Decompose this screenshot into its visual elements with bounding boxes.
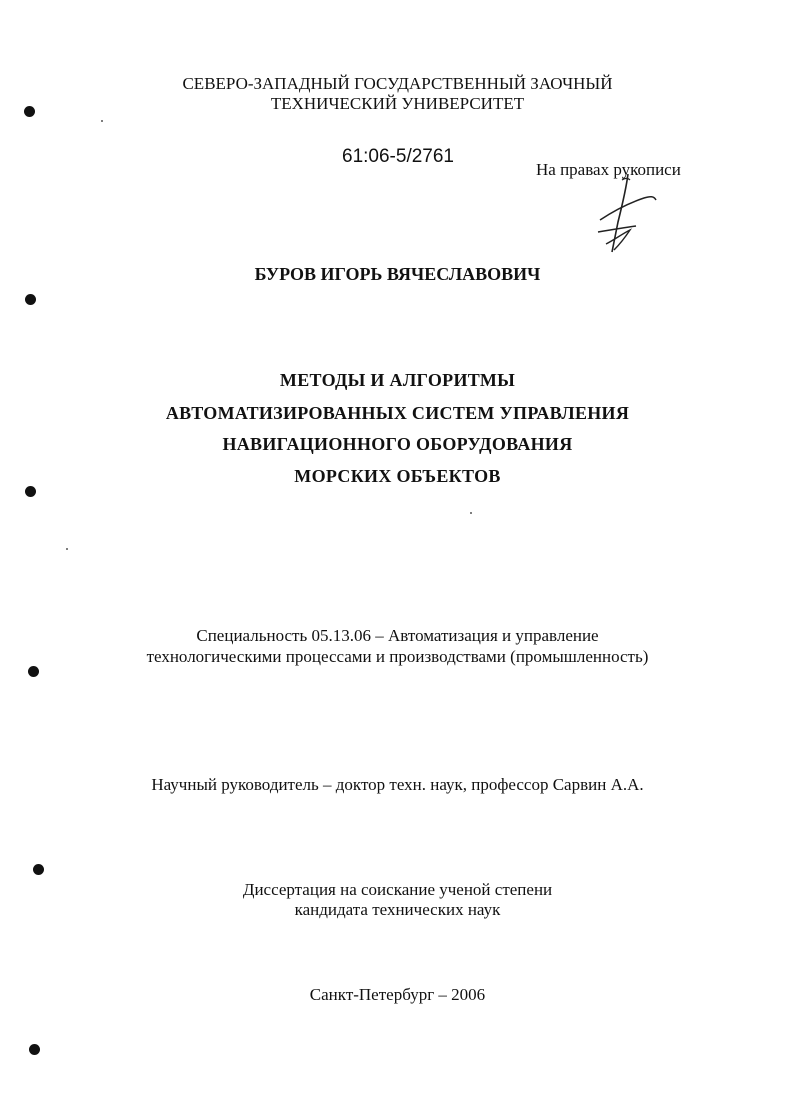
supervisor: Научный руководитель – доктор техн. наук, профессор Сарвин А.А. bbox=[151, 775, 644, 794]
author-name: БУРОВ ИГОРЬ ВЯЧЕСЛАВОВИЧ bbox=[254, 264, 541, 284]
title-line-3: НАВИГАЦИОННОГО ОБОРУДОВАНИЯ bbox=[222, 434, 573, 454]
scan-speck bbox=[101, 120, 103, 122]
scan-speck bbox=[66, 548, 68, 550]
title-line-2: АВТОМАТИЗИРОВАННЫХ СИСТЕМ УПРАВЛЕНИЯ bbox=[165, 403, 630, 423]
punch-hole bbox=[29, 1044, 40, 1055]
institution-line-1: СЕВЕРО-ЗАПАДНЫЙ ГОСУДАРСТВЕННЫЙ ЗАОЧНЫЙ bbox=[182, 74, 613, 93]
punch-hole bbox=[25, 486, 36, 497]
degree-line-2: кандидата технических наук bbox=[294, 900, 501, 919]
punch-hole bbox=[25, 294, 36, 305]
city-year: Санкт-Петербург – 2006 bbox=[309, 985, 486, 1004]
specialty-line-2: технологическими процессами и производствами (промышленность) bbox=[146, 647, 649, 666]
title-line-1: МЕТОДЫ И АЛГОРИТМЫ bbox=[279, 370, 516, 390]
library-code: 61:06-5/2761 bbox=[342, 146, 454, 167]
title-line-4: МОРСКИХ ОБЪЕКТОВ bbox=[294, 466, 501, 486]
signature-icon bbox=[592, 170, 664, 260]
specialty-line-1: Специальность 05.13.06 – Автоматизация и управление bbox=[196, 626, 599, 645]
punch-hole bbox=[28, 666, 39, 677]
degree-line-1: Диссертация на соискание ученой степени bbox=[242, 880, 553, 899]
institution-line-2: ТЕХНИЧЕСКИЙ УНИВЕРСИТЕТ bbox=[270, 94, 525, 113]
manuscript-rights: На правах рукописи bbox=[536, 160, 681, 179]
punch-hole bbox=[33, 864, 44, 875]
scan-speck bbox=[470, 512, 472, 514]
